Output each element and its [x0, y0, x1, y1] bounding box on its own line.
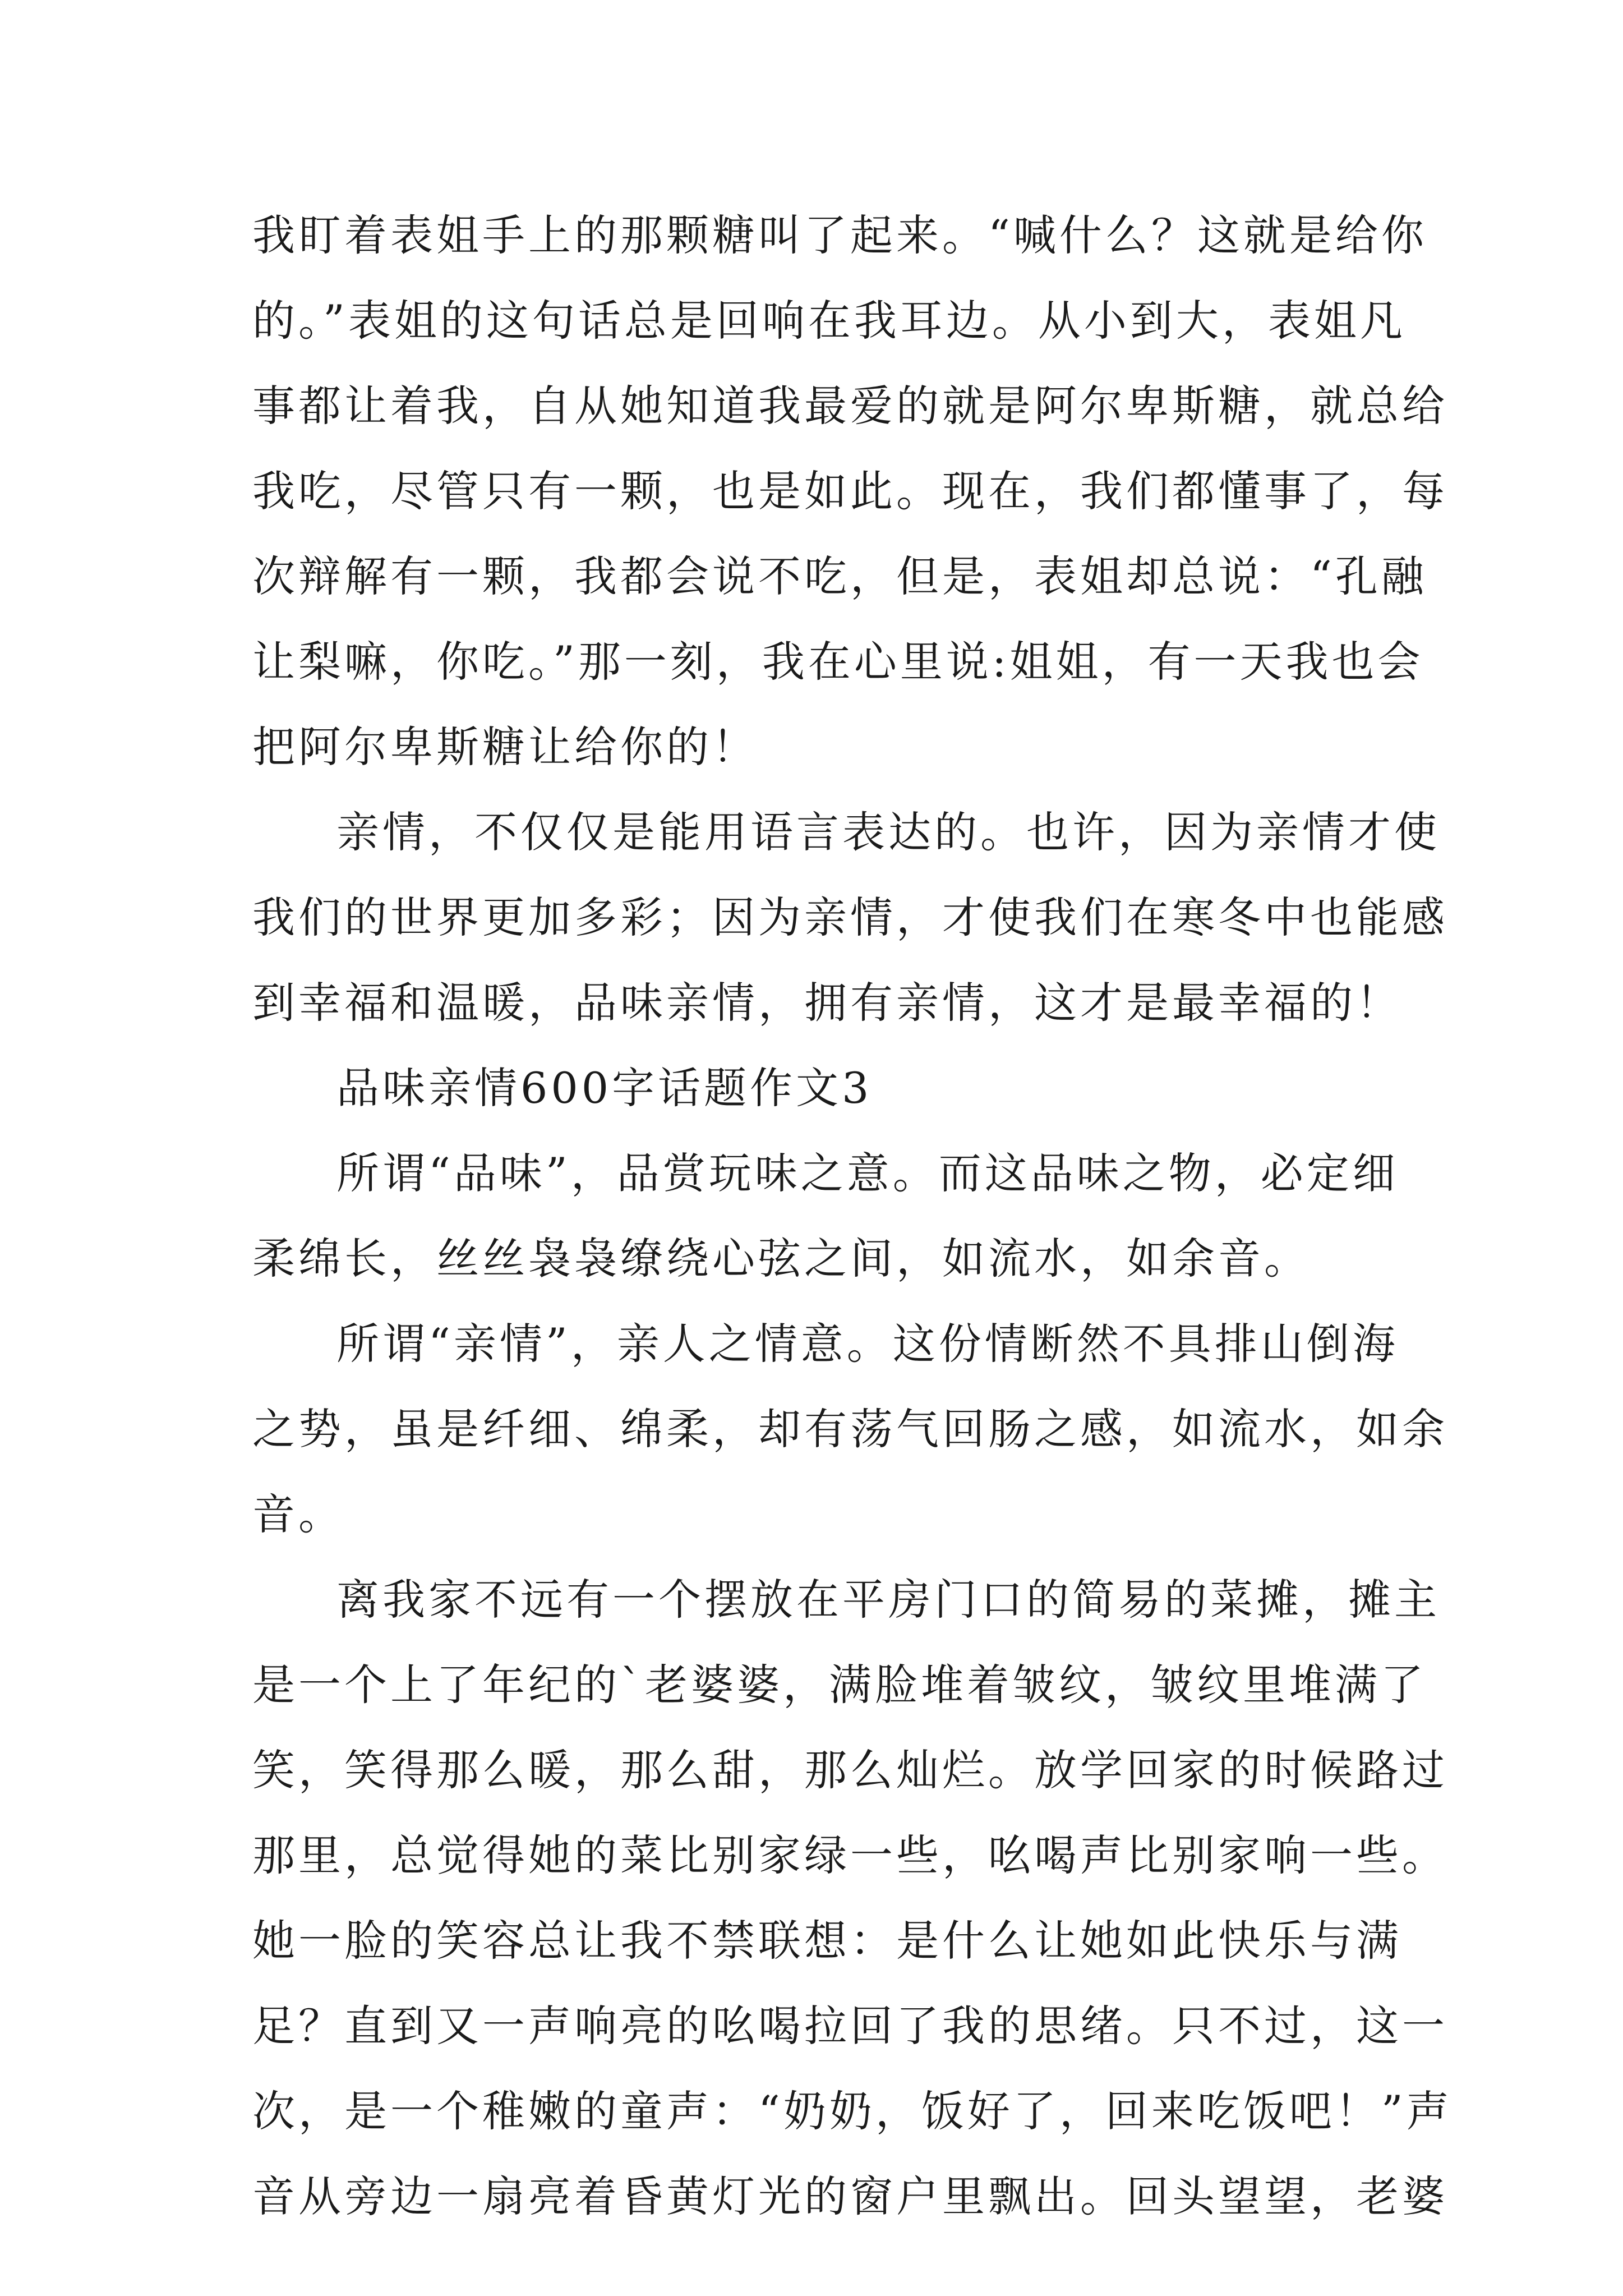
paragraph-line: 我吃，尽管只有一颗，也是如此。现在，我们都懂事了，每	[252, 466, 1448, 516]
paragraph-line: 音。	[252, 1489, 344, 1539]
paragraph-line: 她一脸的笑容总让我不禁联想：是什么让她如此快乐与满	[252, 1916, 1402, 1966]
paragraph-line: 所谓“亲情”，亲人之情意。这份情断然不具排山倒海	[336, 1319, 1399, 1369]
section-title: 品味亲情600字话题作文3	[336, 1063, 873, 1113]
paragraph-line: 所谓“品味”，品赏玩味之意。而这品味之物，必定细	[336, 1148, 1399, 1198]
paragraph-line: 让梨嘛，你吃。”那一刻，我在心里说:姐姐，有一天我也会	[252, 637, 1424, 687]
paragraph-line: 之势，虽是纤细、绵柔，却有荡气回肠之感，如流水，如余	[252, 1404, 1448, 1454]
paragraph-line: 足？直到又一声响亮的吆喝拉回了我的思绪。只不过，这一	[252, 2001, 1448, 2051]
paragraph-line: 是一个上了年纪的`老婆婆，满脸堆着皱纹，皱纹里堆满了	[252, 1660, 1427, 1710]
paragraph-line: 那里，总觉得她的菜比别家绿一些，吆喝声比别家响一些。	[252, 1830, 1448, 1880]
paragraph-line: 次，是一个稚嫩的童声：“奶奶，饭好了，回来吃饭吧！”声	[252, 2086, 1453, 2136]
paragraph-line: 我们的世界更加多彩；因为亲情，才使我们在寒冬中也能感	[252, 892, 1448, 942]
paragraph-line: 到幸福和温暖，品味亲情，拥有亲情，这才是最幸福的！	[252, 978, 1402, 1028]
paragraph-line: 次辩解有一颗，我都会说不吃，但是，表姐却总说：“孔融	[252, 551, 1427, 601]
paragraph-line: 柔绵长，丝丝袅袅缭绕心弦之间，如流水，如余音。	[252, 1234, 1310, 1283]
paragraph-line: 的。”表姐的这句话总是回响在我耳边。从小到大，表姐凡	[252, 296, 1406, 346]
paragraph-line: 事都让着我，自从她知道我最爱的就是阿尔卑斯糖，就总给	[252, 381, 1448, 431]
paragraph-line: 把阿尔卑斯糖让给你的！	[252, 722, 758, 772]
paragraph-line: 音从旁边一扇亮着昏黄灯光的窗户里飘出。回头望望，老婆	[252, 2171, 1448, 2221]
paragraph-line: 亲情，不仅仅是能用语言表达的。也许，因为亲情才使	[336, 807, 1440, 857]
paragraph-line: 笑，笑得那么暖，那么甜，那么灿烂。放学回家的时候路过	[252, 1745, 1448, 1795]
paragraph-line: 我盯着表姐手上的那颗糖叫了起来。“喊什么？这就是给你	[252, 210, 1427, 260]
paragraph-line: 离我家不远有一个摆放在平房门口的简易的菜摊，摊主	[336, 1575, 1440, 1625]
